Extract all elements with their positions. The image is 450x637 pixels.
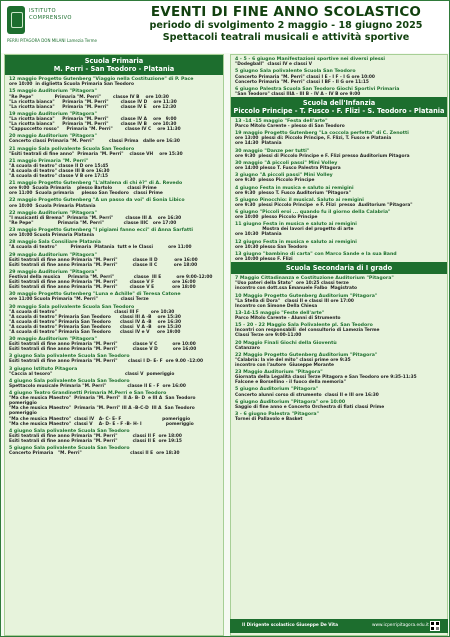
infanzia-event	[231, 220, 447, 237]
event-detail: incontro con l'autore Giuseppe Morante	[235, 362, 334, 368]
event-title: 30 maggio Auditorium "Pitagora"	[9, 337, 97, 343]
primaria-event	[5, 302, 223, 334]
right-column	[230, 54, 448, 636]
primaria-event	[5, 290, 223, 302]
event-detail: ore 9:30 plesso Piccolo Principe	[235, 178, 315, 184]
event-title: 4 giugno Sala polivalente Scuola San Teodoro	[9, 428, 130, 434]
event-title: 3 giugno "A piccoli passi" Mini Volley	[235, 173, 333, 179]
primaria-event	[5, 75, 223, 87]
primaria-event	[5, 209, 223, 226]
event-detail: "Dodegball" classi IV e classi V	[235, 62, 312, 68]
event-detail: Concerto Primaria "M. Perri" classi II E ore 18:30	[9, 451, 180, 457]
event-title: 13 -14 -15 maggio "Festa dell'arte"	[235, 119, 328, 125]
secondaria-event	[231, 398, 447, 410]
event-detail: "A scuola di teatro" Primaria San Teodoro classi III A -B ore 15:30	[9, 314, 181, 320]
event-detail: Concerto Primaria "M. Perri" classi I E - I F - I G ore 10:00	[235, 74, 375, 80]
event-title: 21 maggio Progetto Gutenberg "L'altalena di chi è?" di A. Revedo	[9, 181, 183, 187]
event-detail: Esiti teatrali di fine anno Primaria "M. Perri" classi I D- E- F ore 9.00 -12:00	[9, 359, 204, 365]
event-detail: pomeriggio	[9, 411, 37, 417]
logo-line-1: ISTITUTO	[29, 8, 56, 14]
event-detail: ore 9:30 plessi Piccolo Principe e F. Flizi presso Auditorium "Pitagora"	[235, 202, 413, 208]
primaria-event	[5, 365, 223, 377]
event-detail: Esiti teatrali di fine anno Primaria "M. Perri" classe II C ore 18:00	[9, 262, 198, 268]
event-detail: Esiti teatrali di fine anno Primaria "M. Perri" classe V C ore 10:00	[9, 342, 196, 348]
primaria-event	[5, 268, 223, 290]
event-detail: Parco Mitolo Carente - plesso di San Teodoro	[235, 124, 345, 130]
infanzia-header	[231, 97, 447, 117]
footer-website-link[interactable]: www.icperripitagora.edu.it	[372, 623, 429, 628]
event-detail: "San Teodoro" classi IIIA - III B - IV A - IV B ore 9:00	[235, 91, 361, 97]
primaria-event	[231, 55, 447, 67]
secondaria-event	[231, 321, 447, 338]
subtitle-line: Spettacoli teatrali musicali e attività sportive	[162, 32, 410, 43]
event-title: 12 maggio Progetto Gutenberg "Viaggio nella Costituzione" di P. Pace	[9, 77, 194, 83]
primaria-event	[231, 85, 447, 97]
event-detail: Mostra dei lavori del progetto di arte	[235, 227, 354, 233]
primaria-event	[5, 250, 223, 267]
event-detail: pomeriggio	[9, 401, 37, 407]
qr-code-icon	[430, 621, 440, 631]
event-detail: "La ricotta bianca" Primaria "M. Perri" classe IV B ore 10:30	[9, 121, 177, 127]
event-detail: incontro con dott.ssa Emanuele Falbo Magistrato	[235, 286, 358, 292]
primaria-event	[5, 132, 223, 144]
primaria-event	[5, 196, 223, 208]
event-title: 6 giugno Auditorium "Pitagora" ore 10:00	[235, 399, 346, 405]
infanzia-event	[231, 129, 447, 146]
event-detail: Esiti teatrali di fine anno Primaria "M. Perri" classi II E ore 19:15	[9, 438, 182, 444]
event-detail: Concerto alunni corso di strumento classi II e III ore 16:30	[235, 392, 379, 398]
event-detail: "Calabria: la vie del mito" classi prime ore 9:35	[235, 357, 351, 363]
primaria-event	[231, 67, 447, 84]
event-title: 3 giugno Sala polivalente Scuola San Teodoro	[9, 354, 130, 360]
event-detail: Incontro con Simone Della Chiesa	[235, 303, 318, 309]
infanzia-plessi: Piccolo Principe - T. Fusco - F. Flizi - S. Teodoro - Platania	[233, 106, 445, 115]
event-detail: "Ma che musica Maestro" classi V A- D- E - F -B- H- I pomeriggio	[9, 421, 194, 427]
event-title: 12 giugno Festa in musica e saluto ai remigini	[235, 239, 357, 245]
event-title: 4 giugno Sala polivalente Scuola San Teodoro	[9, 379, 130, 384]
event-detail: "A scuola di teatro" Primaria San Teodoro classi IV e V ore 19:00	[9, 329, 181, 335]
secondaria-title: Scuola Secondaria di I grado	[285, 264, 393, 273]
primaria-event	[5, 87, 223, 109]
event-detail: "La ricotta bianca" Primaria "M. Perri" classe IV A ore 9:00	[9, 116, 177, 122]
infanzia-event	[231, 208, 447, 220]
event-detail: ore 10:30 plesso San Teodoro	[235, 244, 308, 250]
primaria-header	[5, 55, 223, 75]
primaria-event-list-cont	[231, 55, 447, 97]
event-detail: ore 10:30 Platania	[235, 232, 282, 238]
event-detail: "I musicanti di Brema" Primaria "M. Perri" classe III A ore 16:30	[9, 215, 182, 221]
event-detail: "A scuola di teatro" Primaria San Teodoro classi V A -B ore 15:30	[9, 324, 181, 330]
event-title: 30 maggio Sala polivalente Scuola San Teodoro	[9, 304, 135, 310]
event-title: 4 - 5 - 6 giugno Manifestazioni sportive nei diversi plessi	[235, 57, 386, 63]
event-detail: Giornata della Legalità classi Terze Pitagora e San Teodoro ore 9:35-11:35	[235, 375, 417, 381]
infanzia-event	[231, 147, 447, 159]
title-block	[127, 5, 445, 44]
event-title: 20 Maggio Finali Giochi della Gioventù	[235, 340, 337, 346]
event-detail: "A scuola di teatro" Primaria Platania tutt e le Classi ore 11:00	[9, 245, 192, 251]
event-detail: Catanzaro	[235, 345, 260, 351]
primaria-event-list	[5, 75, 223, 456]
event-detail: "Re Pepe" Primaria "M. Perri" classe IIIC ore 17:00	[9, 220, 177, 226]
event-detail: ore 13:00 plessi di: Piccolo Principe, F. Flizi, T. Fusco e Platania	[235, 136, 392, 142]
school-logo	[7, 6, 97, 48]
event-detail: ore 10:00 plesso Piccolo Principe	[235, 215, 318, 221]
event-title: 20 maggio Auditorium "Pitagora"	[9, 134, 97, 140]
footer-bar	[230, 619, 448, 633]
event-detail: "Cappuccetto rosso" Primaria "M. Perri" classe IV C ore 11:30	[9, 126, 181, 132]
event-title: 13-14-15 maggio "Feste dell'arte"	[235, 310, 325, 316]
event-title: 5 giugno Sala polivalente Scuola San Teodoro	[235, 69, 356, 75]
secondaria-event	[231, 274, 447, 291]
primaria-event	[5, 179, 223, 196]
event-detail: ore 9:00 Scuola Primaria plesso Bartolo classi Prime	[9, 186, 157, 192]
school-emblem-icon	[7, 6, 25, 34]
event-title: 19 maggio Auditorium "Pitagora"	[9, 111, 97, 117]
event-title: 4 giugno Festa in musica e saluto ai remigini	[235, 185, 354, 191]
event-detail: Parco Mitolo Carente - Alunni di Strumento	[235, 315, 341, 321]
event-title: 29 maggio Auditorium "Pitagora"	[9, 269, 97, 275]
event-title: 3 - 6 giugno Palestra "Pitagora"	[235, 412, 319, 418]
event-detail: Esiti teatrali di fine anno Primaria "M. Perri" classe II D ore 16:00	[9, 257, 198, 263]
primaria-plessi: M. Perri - San Teodoro - Platania	[53, 65, 175, 73]
event-detail: Saggio di fine anno e Concerto Orchestra di fiati classi Prime	[235, 404, 385, 410]
event-detail: ore 9:30 plessi di Piccolo Principe e F. Flizi presso Auditorium Pitagora	[235, 153, 410, 159]
event-title: 28 maggio Sala Consiliare Platania	[9, 240, 101, 246]
event-title: 6 giugno Palestra Scuola San Teodoro Giochi Sportivi Primaria	[235, 86, 400, 92]
event-detail: ore 11:00 Scuola Primaria "M. Perri" classi Terze	[9, 297, 149, 303]
event-title: 30 maggio "Danze per tutti"	[235, 148, 310, 154]
period-line: periodo di svolgimento 2 maggio - 18 giugno 2025	[149, 20, 423, 31]
primaria-event	[5, 110, 223, 132]
event-detail: Esiti teatrali di fine anno Primaria "M. Perri" classe V E ore 18:00	[9, 285, 196, 291]
event-title: 19 maggio Progetto Gutenberg "La coccola perfetta" di C. Zenotti	[235, 131, 409, 137]
event-detail: Esiti teatrali di fine anno Primaria "M. Perri" classe V D ore 16:00	[9, 347, 197, 353]
footer-signature: Il Dirigente scolastico Giuseppe De Vita	[242, 623, 338, 628]
event-detail: "A scuola di teatro" classi III F ore 10:30	[9, 309, 175, 315]
primaria-column	[4, 54, 224, 636]
event-title: 30 maggio "A piccoli passi" Mini Volley	[235, 160, 338, 166]
event-title: 11 giugno Festa in musica e saluto ai remigini	[235, 222, 357, 228]
secondaria-header	[231, 262, 447, 274]
event-detail: Esiti teatrali di fine anno Primaria "M. Perri" classe V F ore 16:00	[9, 280, 196, 286]
infanzia-event	[231, 117, 447, 129]
event-detail: Concerto classi Primaria "M. Perri" classi Prima dalle ore 16:30	[9, 139, 180, 145]
secondaria-event	[231, 309, 447, 321]
event-title: 21 maggio Primaria "M. Perri"	[9, 158, 89, 164]
infanzia-event-list	[231, 117, 447, 262]
event-title: 22 maggio Progetto Gutenberg "A un passo da voi" di Sonia Libico	[9, 198, 185, 204]
event-title: 6 giugno "Piccoli eroi ... quando fu il giorno della Calabria"	[235, 210, 391, 216]
infanzia-event	[231, 196, 447, 208]
event-detail: "A scuola di teatro" classe III B ore 16:30	[9, 168, 110, 174]
event-detail: ore 10:00 Scuola Primaria Platania	[9, 203, 96, 209]
event-detail: Falcone e Borsellino - il fuoco della memoria"	[235, 380, 346, 386]
page-title: EVENTI DI FINE ANNO SCOLASTICO	[150, 4, 422, 20]
infanzia-title: Scuola dell'Infanzia	[302, 98, 376, 107]
event-title: 23 Maggio Auditorium "Pitagora"	[235, 370, 323, 376]
infanzia-event	[231, 183, 447, 195]
event-detail: "A scuola di teatro" classe II D ore 15:45	[9, 163, 109, 169]
event-detail: "Caccia al tesoro" classi V pomeriggio	[9, 371, 175, 377]
event-title: 13 giugno "bambino di carta" con Marco Sande e la sua Band	[235, 251, 397, 257]
secondaria-event	[231, 368, 447, 385]
event-title: 5 giugno Pinocchio: il musical. Saluto ai remigini	[235, 197, 364, 203]
event-detail: ore 11:00 Scuola primaria plesso San Teodoro classi Prime	[9, 191, 163, 197]
secondaria-event	[231, 410, 447, 422]
infanzia-event	[231, 238, 447, 250]
event-detail: "La Stella di Dora" classi II e classi III ore 17:00	[235, 298, 354, 304]
secondaria-event-list	[231, 274, 447, 422]
event-detail: Incontri con responsabili del consultorio di Lamezia Terme	[235, 328, 380, 334]
infanzia-event	[231, 159, 447, 171]
primaria-event	[5, 377, 223, 389]
event-detail: ore 14:30 Platania	[235, 141, 282, 147]
event-detail: "Esiti teatrali di fine anno" Primaria "M. Perri" classe VH ore 15:30	[9, 151, 183, 157]
event-detail: Festival della musica Primaria "M. Perri" classe III E ore 9:00-12:00	[9, 275, 213, 281]
primaria-event	[5, 352, 223, 364]
logo-line-3: PERRI PITAGORA DON MILANI Lamezia Terme	[7, 38, 97, 43]
secondaria-event	[231, 291, 447, 308]
event-detail: ore 9:30 plesso T. Fusco Auditorium "Pitagora"	[235, 190, 351, 196]
primaria-title: Scuola Primaria	[84, 57, 144, 65]
primaria-event	[5, 238, 223, 250]
event-title: 22 maggio Auditorium "Pitagora"	[9, 210, 97, 216]
event-detail: ore 10:00 in diglietta Scuola Primaria San Teodoro	[9, 82, 135, 88]
event-title: 15 - 20 - 22 Maggio Sala Polivalente pl. San Teodoro	[235, 323, 373, 329]
event-title: 21 maggio Sala polivalente Scuola San Teodoro	[9, 146, 135, 152]
event-detail: "A scuola di teatro" Primaria San Teodoro classi IV A -B ore 16:30	[9, 319, 182, 325]
primaria-event	[5, 444, 223, 456]
primaria-event	[5, 335, 223, 352]
event-detail: ore 14:00 plesso T. Fusco Palestra Pitagora	[235, 166, 341, 172]
event-detail: "Ma che musica Maestro" Primaria "M. Perri" III A -B-C-D III A San Teodoro	[9, 406, 195, 412]
event-detail: Esiti teatrali di fine anno Primaria "M. Perri" classi II F ore 18:00	[9, 433, 182, 439]
event-title: 10 Maggio Progetto Gutenberg Auditorium "Pitagora"	[235, 293, 378, 299]
event-title: 30 maggio Progetto Gutenberg "Luna e Achille" di Teresa Catone	[9, 292, 181, 298]
event-detail: "A scuola di teatro" classe V B ore 17:15	[9, 173, 109, 179]
infanzia-event	[231, 171, 447, 183]
secondaria-event	[231, 351, 447, 368]
primaria-event	[5, 389, 223, 427]
event-title: 23 maggio Progetto Gutenberg "I pigiami fanno ecci" di Anna Sarfatti	[9, 228, 193, 234]
event-detail: ore 10:00 Scuola Primaria Platania	[9, 233, 95, 239]
event-detail: "La ricotta bianca" Primaria "M. Perri" classe IV D ore 11:30	[9, 99, 177, 105]
infanzia-event	[231, 250, 447, 262]
secondaria-event	[231, 385, 447, 397]
event-detail: Concerto Primaria "M. Perri" classi I BF - II G ore 11:15	[235, 79, 369, 85]
event-detail: Classi Terze ore 9:00-11:00	[235, 333, 302, 339]
event-detail: "Ma che musica Maestro" classi IV A- C- E- F pomeriggio	[9, 416, 191, 422]
event-title: 29 maggio Auditorium "Pitagora"	[9, 252, 97, 258]
event-detail: ore 10:00 plesso F. Flizi	[235, 257, 293, 263]
primaria-event	[5, 427, 223, 444]
primaria-event	[5, 144, 223, 156]
event-detail: "Ma che musica Maestro" Primaria "M. Perri" II A- B- D e III A San Teodoro	[9, 396, 196, 402]
primaria-event	[5, 226, 223, 238]
event-title: 5 giugno Sala polivalente Scuola San Teodoro	[9, 446, 130, 452]
event-detail: "Re Pepe" Primaria "M. Perri" classe IV B ore 10:30	[9, 94, 169, 100]
logo-line-2: COMPRENSIVO	[29, 15, 72, 21]
secondaria-event	[231, 338, 447, 350]
event-title: 7 Maggio Cittadinanza e Costituzione Auditorium "Pitagora"	[235, 276, 394, 282]
event-title: 4 giugno Teatro Grandinetti Primaria M.Perri e San Teodoro	[9, 391, 167, 397]
event-detail: "Uso pateri della Stato" ore 10:25 classi terze	[235, 281, 349, 287]
event-title: 22 Maggio Progetto Gutenberg Auditorium "Pitagora"	[235, 352, 378, 358]
event-detail: Tornei di Pallavolo e Basket	[235, 417, 303, 423]
poster-header	[1, 1, 449, 53]
event-title: 15 maggio Auditorium "Pitagora"	[9, 89, 97, 95]
event-title: 3 giugno Istituto Pitagora	[9, 366, 78, 372]
event-detail: Spettacolo musicale Primaria "M. Perri" classe II E - F ore 16:00	[9, 384, 186, 390]
primaria-event	[5, 157, 223, 179]
event-title: 5 giugno Auditorium "Pitagora"	[235, 387, 319, 393]
event-detail: "La ricotta bianca" Primaria "M. Perri" classe IV E ore 12:30	[9, 104, 177, 110]
